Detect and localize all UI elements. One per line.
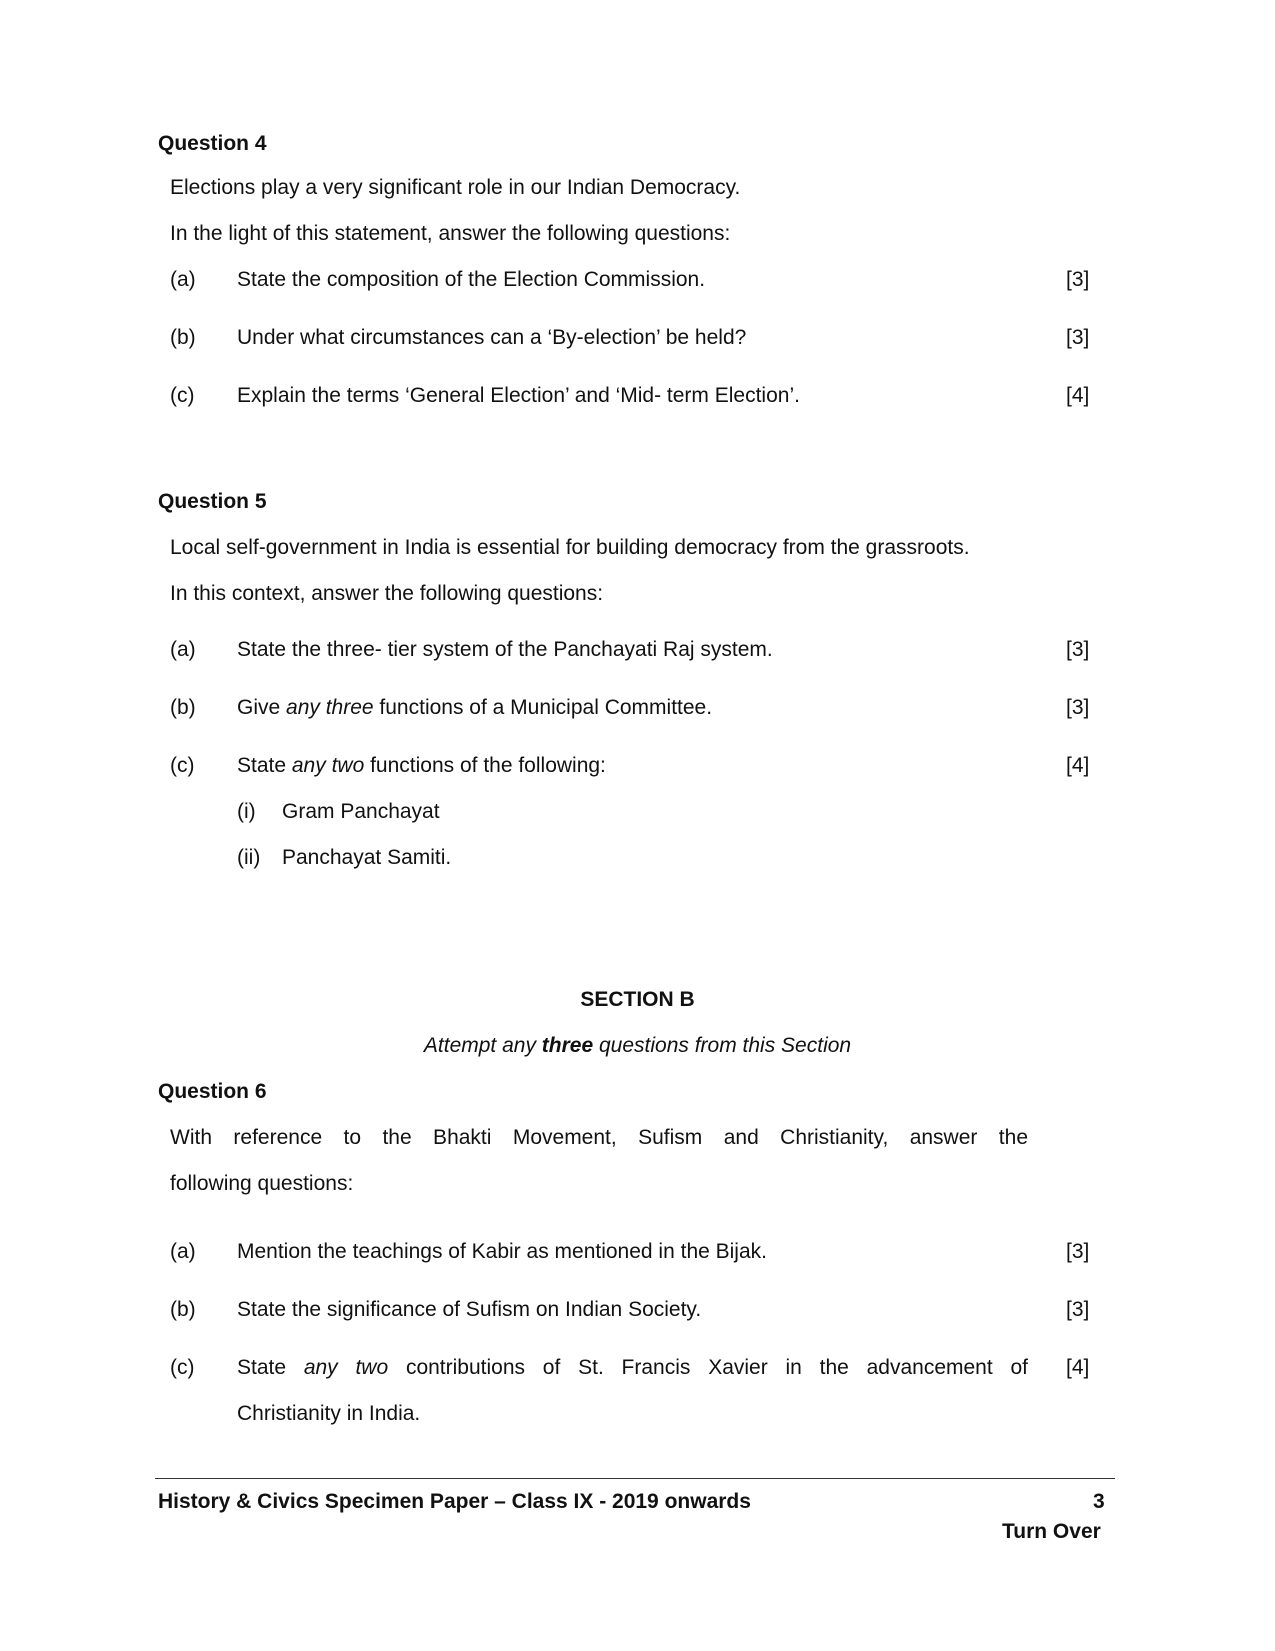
section-b-instruction: Attempt any three questions from this Section [423,1034,852,1057]
question-5-heading: Question 5 [158,490,267,513]
footer-title: History & Civics Specimen Paper – Class IX - 2019 onwards [158,1490,751,1513]
q6-item-c-text-line-2: Christianity in India. [237,1402,421,1425]
q5-item-b-label: (b) [170,696,196,719]
q6-item-b-text: State the significance of Sufism on Indian Society. [237,1298,702,1321]
q5-item-c-text: State any two functions of the following: [237,754,606,777]
q4-item-b-text: Under what circumstances can a ‘By-election’ be held? [237,326,747,349]
q4-item-b-marks: [3] [1066,326,1090,349]
q5-item-b-emphasis: any three [286,696,374,719]
section-b-title: SECTION B [580,988,695,1011]
q6-item-c-emphasis: any two [303,1356,389,1379]
question-4-heading: Question 4 [158,132,267,155]
q6-item-a-text: Mention the teachings of Kabir as mentioned in the Bijak. [237,1240,767,1263]
q5-item-a-text: State the three- tier system of the Panchayati Raj system. [237,638,773,661]
q4-item-b-label: (b) [170,326,196,349]
q4-item-a-marks: [3] [1066,268,1090,291]
section-b-instruction-bold: three [541,1034,594,1057]
q6-item-a-marks: [3] [1066,1240,1090,1263]
q4-item-c-label: (c) [170,384,195,407]
question-6-intro-line-2: following questions: [170,1172,354,1195]
q5-item-c-marks: [4] [1066,754,1090,777]
question-4-instruction: In the light of this statement, answer the following questions: [170,222,731,245]
question-5-instruction: In this context, answer the following questions: [170,582,604,605]
q5-item-c-emphasis: any two [291,754,365,777]
q6-item-c-label: (c) [170,1356,195,1379]
q6-item-b-label: (b) [170,1298,196,1321]
q5-item-a-label: (a) [170,638,196,661]
q5-item-b-marks: [3] [1066,696,1090,719]
footer-divider [155,1478,1115,1479]
question-4-intro: Elections play a very significant role in our Indian Democracy. [170,176,741,199]
q6-item-a-label: (a) [170,1240,196,1263]
footer-turn-over: Turn Over [1002,1520,1101,1543]
q5-subitem-i-label: (i) [237,800,256,823]
q5-subitem-ii-label: (ii) [237,846,261,869]
footer-page-number: 3 [1093,1490,1105,1513]
q5-subitem-ii-text: Panchayat Samiti. [282,846,452,869]
q4-item-c-text: Explain the terms ‘General Election’ and ‘Mid- term Election’. [237,384,800,407]
q4-item-a-label: (a) [170,268,196,291]
q5-subitem-i-text: Gram Panchayat [282,800,440,823]
q5-item-a-marks: [3] [1066,638,1090,661]
q6-item-c-marks: [4] [1066,1356,1090,1379]
q6-item-b-marks: [3] [1066,1298,1090,1321]
q5-item-c-label: (c) [170,754,195,777]
q4-item-c-marks: [4] [1066,384,1090,407]
question-5-intro: Local self-government in India is essential for building democracy from the grassroots. [170,536,970,559]
q4-item-a-text: State the composition of the Election Commission. [237,268,706,291]
q6-item-c-text: State any two contributions of St. Francis Xavier in the advancement of [237,1356,1028,1379]
q5-item-b-text: Give any three functions of a Municipal Committee. [237,696,713,719]
question-6-intro-line-1: With reference to the Bhakti Movement, Sufism and Christianity, answer the [170,1126,1028,1149]
question-6-heading: Question 6 [158,1080,267,1103]
